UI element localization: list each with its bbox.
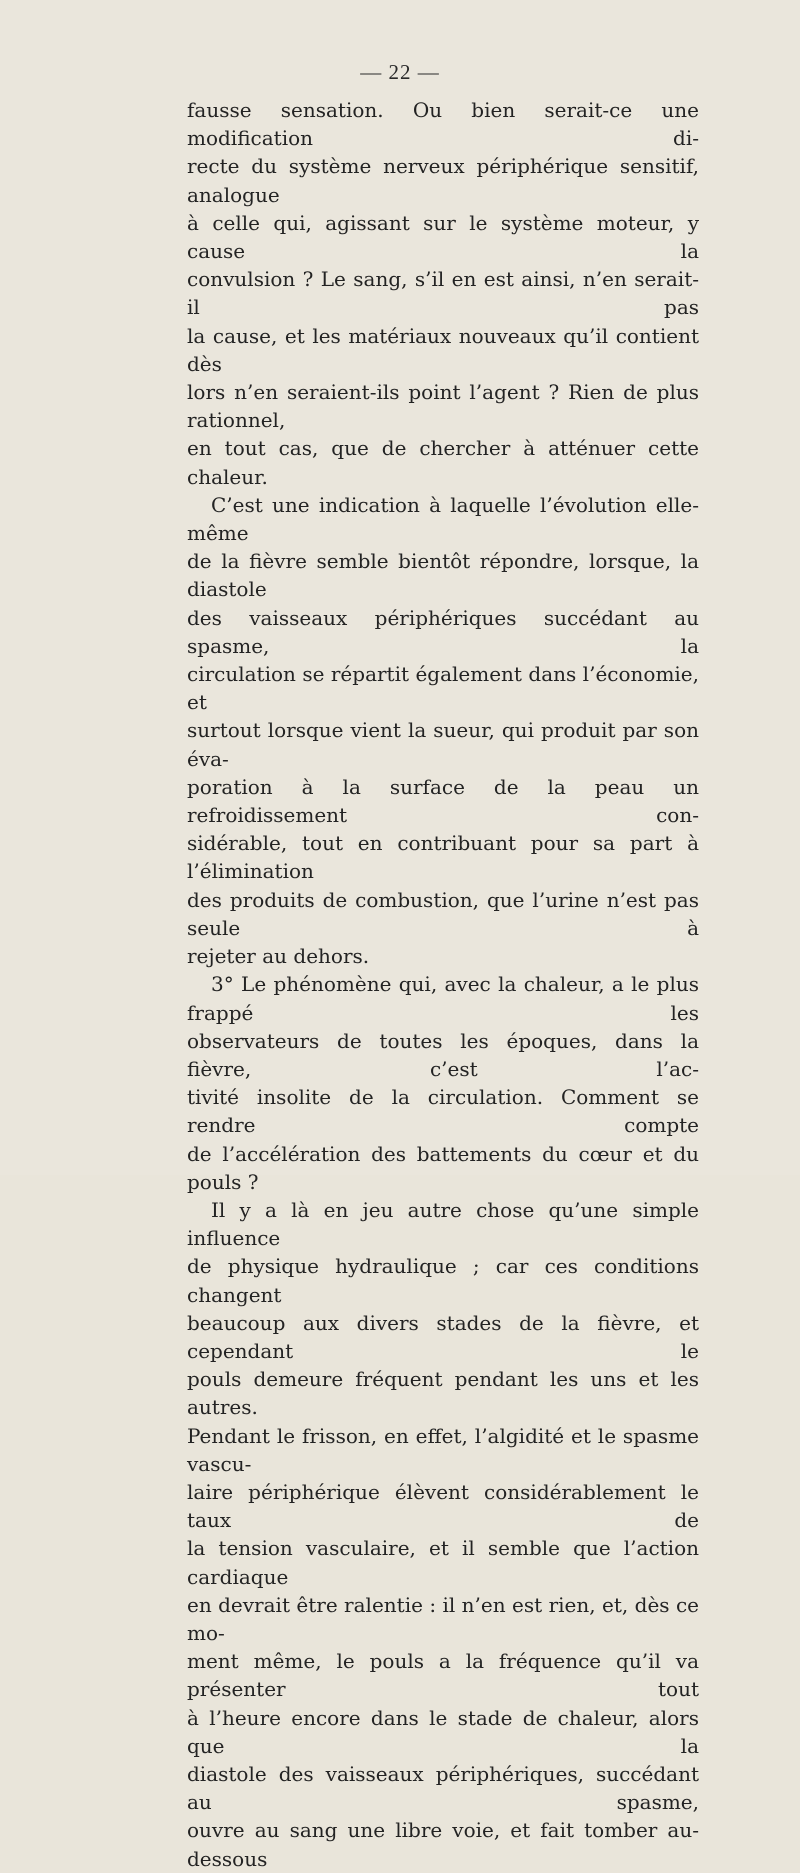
- text-line: observateurs de toutes les époques, dans la fièvre, c’est l’ac-: [187, 1028, 699, 1081]
- text-line: en tout cas, que de chercher à atténuer cette chaleur.: [187, 436, 699, 489]
- text-line: Il y a là en jeu autre chose qu’une simple influence: [187, 1197, 699, 1251]
- text-line: C’est une indication à laquelle l’évolution elle-même: [187, 492, 699, 546]
- text-line: de physique hydraulique ; car ces conditions changent: [187, 1254, 699, 1307]
- text-line: à l’heure encore dans le stade de chaleur, alors que la: [187, 1705, 699, 1758]
- text-line: en devrait être ralentie : il n’en est rien, et, dès ce mo-: [187, 1592, 699, 1645]
- text-line: la tension vasculaire, et il semble que l’action cardiaque: [187, 1536, 699, 1589]
- text-line: fausse sensation. Ou bien serait-ce une modification di-: [187, 98, 699, 151]
- text-line: sidérable, tout en contribuant pour sa part à l’élimination: [187, 831, 699, 884]
- page-number: — 22 —: [360, 60, 440, 84]
- text-line: surtout lorsque vient la sueur, qui produit par son éva-: [187, 718, 699, 771]
- text-line: 3° Le phénomène qui, avec la chaleur, a le plus frappé les: [187, 972, 699, 1025]
- paragraph-2: [187, 491, 699, 970]
- text-line: convulsion ? Le sang, s’il en est ainsi, n’en serait-il pas: [187, 267, 699, 320]
- body-text: [187, 96, 699, 1873]
- paragraph-1: [187, 96, 699, 491]
- text-line: poration à la surface de la peau un refroidissement con-: [187, 774, 699, 828]
- text-line: à celle qui, agissant sur le système moteur, y cause la: [187, 210, 699, 264]
- text-line: diastole des vaisseaux périphériques, succédant au spasme,: [187, 1761, 699, 1815]
- text-line: des produits de combustion, que l’urine n’est pas seule à: [187, 887, 699, 940]
- text-line: de l’accélération des battements du cœur et du pouls ?: [187, 1141, 699, 1194]
- paragraph-3: [187, 970, 699, 1196]
- text-line: lors n’en seraient-ils point l’agent ? Rien de plus rationnel,: [187, 380, 699, 433]
- text-line: tivité insolite de la circulation. Comment se rendre compte: [187, 1085, 699, 1138]
- text-line: pouls demeure fréquent pendant les uns et les autres.: [187, 1367, 699, 1420]
- paragraph-4: [187, 1196, 699, 1873]
- text-line: rejeter au dehors.: [187, 944, 370, 969]
- text-line: des vaisseaux périphériques succédant au spasme, la: [187, 605, 699, 658]
- text-line: circulation se répartit également dans l’économie, et: [187, 662, 699, 715]
- text-line: recte du système nerveux périphérique sensitif, analogue: [187, 154, 699, 207]
- text-line: la cause, et les matériaux nouveaux qu’il contient dès: [187, 323, 699, 376]
- text-line: Pendant le frisson, en effet, l’algidité et le spasme vascu-: [187, 1423, 699, 1476]
- text-line: beaucoup aux divers stades de la fièvre, et cependant le: [187, 1310, 699, 1363]
- text-line: ment même, le pouls a la fréquence qu’il va présenter tout: [187, 1649, 699, 1702]
- text-line: ouvre au sang une libre voie, et fait tomber au-dessous: [187, 1818, 699, 1871]
- text-line: laire périphérique élèvent considérablement le taux de: [187, 1479, 699, 1533]
- text-line: de la fièvre semble bientôt répondre, lorsque, la diastole: [187, 549, 699, 602]
